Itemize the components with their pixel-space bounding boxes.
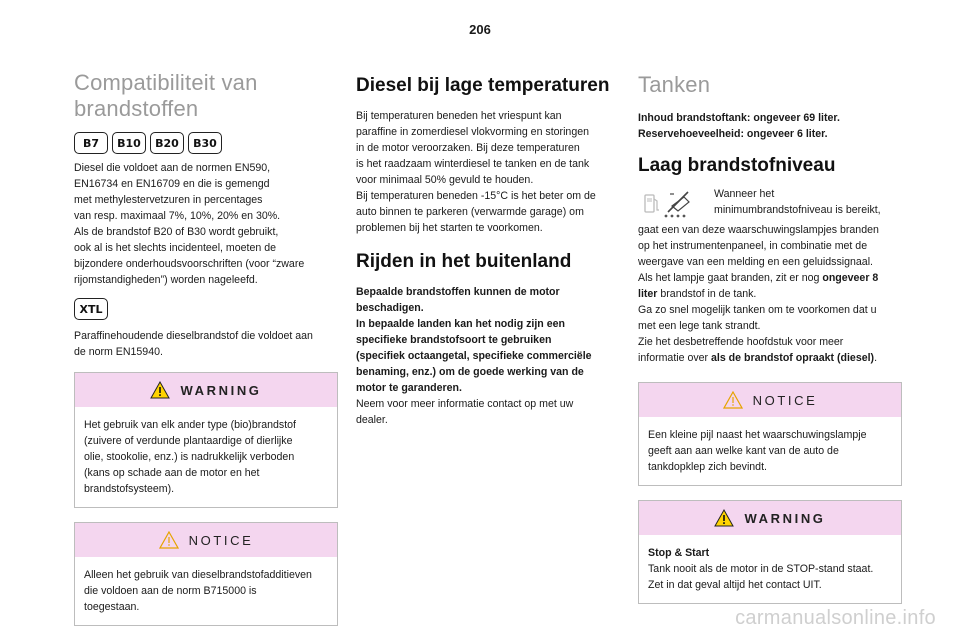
text-line: specifieke brandstofsoort te gebruiken	[356, 334, 552, 346]
text-line: Zie het desbetreffende hoofdstuk voor meer	[638, 336, 844, 348]
badge-b7: B7	[74, 132, 108, 154]
text-line: In bepaalde landen kan het nodig zijn een	[356, 318, 565, 330]
text-line: dealer.	[356, 414, 388, 426]
badge-b10: B10	[112, 132, 146, 154]
fuel-unit-bold: liter	[638, 288, 658, 300]
notice-triangle-icon	[723, 391, 743, 409]
text-line: problemen bij het starten te voorkomen.	[356, 222, 543, 234]
text-span: informatie over	[638, 352, 712, 364]
heading-compatibility: Compatibiliteit van brandstoffen	[74, 70, 258, 121]
notice-header	[75, 523, 337, 557]
text-span: brandstof in de tank.	[657, 288, 757, 300]
text-line: auto binnen te parkeren (verwarmde garage) om	[356, 206, 584, 218]
text-line: ook al is het slechts incidenteel, moeten de	[74, 242, 276, 254]
text-line: gaat een van deze waarschuwingslampjes branden	[638, 224, 879, 236]
text-line: motor te garanderen.	[356, 382, 462, 394]
warning-triangle-icon	[150, 381, 170, 399]
heading-low-fuel: Laag brandstofniveau	[638, 155, 836, 176]
notice-box	[638, 382, 902, 486]
fuel-warning-lamps-icon	[638, 186, 708, 222]
notice-body	[639, 417, 901, 485]
text-line: op het instrumentenpaneel, in combinatie met de	[638, 240, 868, 252]
column-refuelling	[638, 72, 902, 604]
notice-title: NOTICE	[752, 392, 818, 408]
text-line: Ga zo snel mogelijk tanken om te voorkomen dat u	[638, 304, 877, 316]
text-line: toegestaan.	[84, 601, 140, 613]
low-fuel-intro-text	[714, 186, 881, 222]
warning-box	[638, 500, 902, 604]
text-line: EN16734 en EN16709 en die is gemengd	[74, 178, 270, 190]
text-line: minimumbrandstofniveau is bereikt,	[714, 204, 881, 216]
text-line: Het gebruik van elk ander type (bio)brandstof	[84, 419, 296, 431]
text-span: Als het lampje gaat branden, zit er nog	[638, 272, 820, 284]
text-line: beschadigen.	[356, 302, 424, 314]
reference-link[interactable]: als de brandstof opraakt (diesel)	[711, 352, 875, 364]
badge-b30: B30	[188, 132, 222, 154]
text-line: met een lege tank strandt.	[638, 320, 761, 332]
warning-header	[75, 373, 337, 407]
text-line: met methylestervetzuren in percentages	[74, 194, 263, 206]
text-line: Zet in dat geval altijd het contact UIT.	[648, 579, 822, 591]
text-line: die voldoen aan de norm B715000 is	[84, 585, 257, 597]
text-line: rijomstandigheden”) worden nageleefd.	[74, 274, 258, 286]
text-line: (zuivere of verdunde plantaardige of dierlijke	[84, 435, 293, 447]
text-line: Een kleine pijl naast het waarschuwingslampje	[648, 429, 867, 441]
text-line: is het raadzaam winterdiesel te tanken en de tank	[356, 158, 590, 170]
warning-triangle-icon	[714, 509, 734, 527]
warning-title: WARNING	[180, 382, 262, 398]
warning-body	[639, 535, 901, 603]
text-line: Bij temperaturen beneden -15°C is het beter om de	[356, 190, 596, 202]
badge-xtl: XTL	[74, 298, 108, 320]
fuel-badges	[74, 132, 338, 154]
text-line: brandstofsysteem).	[84, 483, 175, 495]
badge-b20: B20	[150, 132, 184, 154]
text-line: Stop & Start	[648, 547, 710, 559]
text-line: Neem voor meer informatie contact op met uw	[356, 398, 574, 410]
text-line: Tank nooit als de motor in de STOP-stand staat.	[648, 563, 874, 575]
footer-watermark: carmanualsonline.info	[735, 607, 936, 629]
heading-abroad: Rijden in het buitenland	[356, 251, 572, 272]
paragraph-diesel-norms	[74, 160, 338, 288]
paragraph-low-temp	[356, 108, 620, 236]
text-line: Paraffinehoudende dieselbrandstof die voldoet aan	[74, 330, 313, 342]
text-line: de norm EN15940.	[74, 346, 163, 358]
text-line: paraffine in zomerdiesel vlokvorming en storingen	[356, 126, 589, 138]
text-line: Diesel die voldoet aan de normen EN590,	[74, 162, 271, 174]
text-line: geeft aan aan welke kant van de auto de	[648, 445, 839, 457]
paragraph-capacity	[638, 110, 902, 142]
text-line: tankdopklep zich bevindt.	[648, 461, 767, 473]
page-number: 206	[469, 22, 491, 37]
warning-box	[74, 372, 338, 508]
notice-title: NOTICE	[188, 532, 254, 548]
paragraph-abroad	[356, 284, 620, 428]
text-line: van resp. maximaal 7%, 10%, 20% en 30%.	[74, 210, 281, 222]
text-line: Reservehoeveelheid: ongeveer 6 liter.	[638, 128, 828, 140]
warning-title: WARNING	[744, 510, 826, 526]
paragraph-xtl	[74, 328, 338, 360]
warning-body	[75, 407, 337, 507]
notice-triangle-icon	[159, 531, 179, 549]
column-compatibility	[74, 70, 338, 626]
heading-refuelling: Tanken	[638, 72, 711, 97]
low-fuel-intro	[638, 186, 902, 222]
text-line: in de motor veroorzaken. Bij deze temperaturen	[356, 142, 580, 154]
text-line	[638, 350, 902, 366]
text-line: (specifiek octaangetal, specifieke commerciële	[356, 350, 592, 362]
warning-header	[639, 501, 901, 535]
paragraph-low-fuel	[638, 186, 902, 366]
text-line: olie, stookolie, enz.) is nadrukkelijk verboden	[84, 451, 295, 463]
heading-diesel-low-temp: Diesel bij lage temperaturen	[356, 75, 610, 96]
text-line: Inhoud brandstoftank: ongeveer 69 liter.	[638, 112, 840, 124]
text-line: bijzondere onderhoudsvoorschriften (voor “zware	[74, 258, 305, 270]
text-line: benaming, enz.) om de goede werking van de	[356, 366, 584, 378]
text-line: (kans op schade aan de motor en het	[84, 467, 260, 479]
text-line: Als de brandstof B20 of B30 wordt gebruikt,	[74, 226, 279, 238]
text-span: .	[874, 352, 878, 364]
text-line: Bij temperaturen beneden het vriespunt kan	[356, 110, 562, 122]
notice-header	[639, 383, 901, 417]
text-line	[638, 286, 902, 302]
fuel-amount-bold: ongeveer 8	[822, 272, 879, 284]
text-line: Bepaalde brandstoffen kunnen de motor	[356, 286, 560, 298]
column-diesel	[356, 74, 620, 428]
text-line: weergave van een melding en een geluidssignaal.	[638, 256, 873, 268]
text-line: Alleen het gebruik van dieselbrandstofadditieven	[84, 569, 312, 581]
text-line: Wanneer het	[714, 188, 775, 200]
text-line: voor minimaal 50% gevuld te houden.	[356, 174, 534, 186]
text-line	[638, 270, 902, 286]
